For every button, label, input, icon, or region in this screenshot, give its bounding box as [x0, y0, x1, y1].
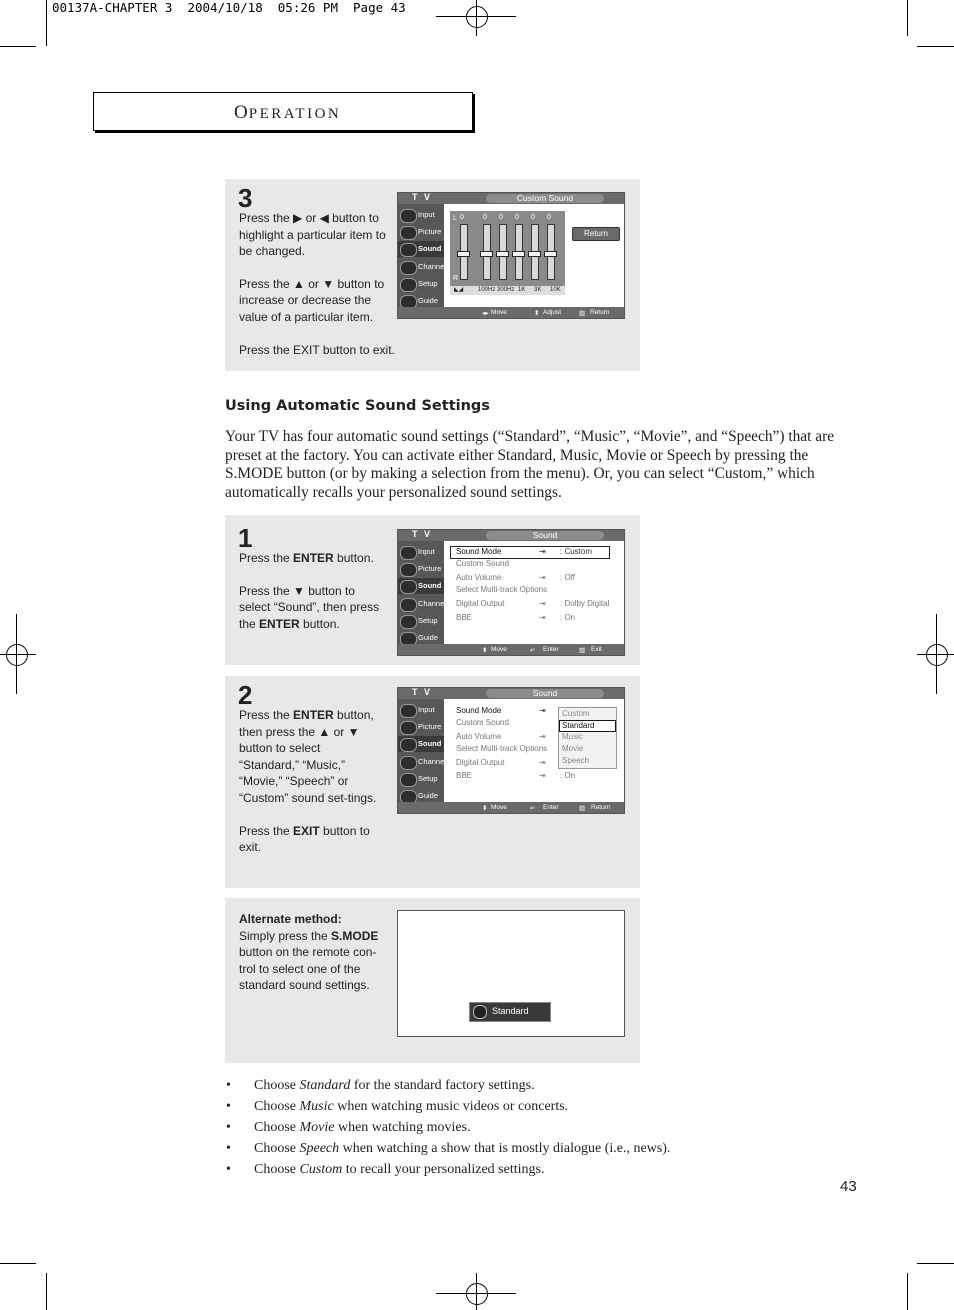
step-number: 2	[238, 680, 253, 710]
balance-icon: ◣◢	[454, 287, 464, 293]
sidebar-item-picture: Picture	[398, 719, 444, 735]
left-arrow-icon: ◀	[319, 211, 329, 225]
sidebar-item-sound: Sound	[398, 241, 444, 257]
channel-icon	[400, 598, 417, 612]
step1-instructions: Press the ENTER button. Press the ▼ button to select “Sound”, then press the ENTER button.	[239, 551, 380, 631]
equalizer: L R 0 0 0 0 0 0	[450, 211, 565, 295]
picture-icon	[400, 721, 417, 735]
menu-item-custom-sound[interactable]: Custom Sound	[456, 718, 509, 727]
move-icon: ◂▸	[482, 310, 489, 317]
up-arrow-icon: ▲	[318, 724, 331, 739]
menu-item-digital-output[interactable]: Digital Output	[456, 758, 505, 767]
eq-slider-knob[interactable]	[496, 251, 509, 257]
osd-sidebar	[398, 204, 444, 307]
registration-mark	[6, 644, 28, 666]
sidebar-item-guide: Guide	[398, 630, 444, 646]
setup-icon	[400, 773, 417, 787]
intro-paragraph: Your TV has four automatic sound settings (“Standard”, “Music”, “Movie”, and “Speech”) that are preset at the factory. You can activate either Standard, Music, Movie or Speech by pressing the S.MODE button (or by making a selection from the menu). Or, you can select “Custom,” which automatically recalls your personalized sound settings.	[225, 428, 835, 501]
down-arrow-icon: ▼	[293, 583, 305, 598]
menu-item-bbe[interactable]: BBE	[456, 613, 473, 622]
eq-freq-strip: ◣◢ 100Hz 300Hz 1K 3K 10K	[450, 286, 565, 295]
enter-icon: ⇥	[539, 732, 546, 741]
osd-custom-sound: T V Custom Sound Input Picture Sound Channel Setup Guide L R 0 0 0 0 0 0 ◣◢ 100Hz 300Hz 1K 3K 10K Return ◂▸ Move ⬍ Adjust ▥ Return	[397, 192, 625, 319]
menu-item-sound-mode[interactable]: Sound Mode	[456, 706, 502, 715]
eq-value-label: 0	[547, 214, 551, 221]
crop-mark	[476, 0, 477, 36]
enter-icon: ⇥	[539, 573, 546, 582]
menu-item-auto-volume[interactable]: Auto Volume	[456, 573, 502, 582]
eq-slider-knob[interactable]	[528, 251, 541, 257]
osd-sound-mode-dropdown: T V Sound Input Picture Sound Channel Setup Guide Sound Mode ⇥ Custom Sound Auto Volume ⇥ Select Multi-track Options Digital Output ⇥ BBE ⇥ : On Custom Standard Music Movie Speech ⬍ Move ↵ Enter ▥ Return	[397, 687, 625, 814]
sidebar-item-guide: Guide	[398, 293, 444, 309]
osd-sound-menu: T V Sound Input Picture Sound Channel Setup Guide Sound Mode ⇥ : Custom Custom Sound Auto Volume ⇥ : Off Select Multi-track Options Digital Output ⇥ : Dolby Digital BBE ⇥ : On ⬍ Move ↵ Enter ▥ Exit	[397, 529, 625, 656]
menu-icon: ▥	[579, 805, 586, 812]
crop-mark	[16, 614, 17, 694]
adjust-icon: ⬍	[534, 310, 540, 317]
eq-slider-knob[interactable]	[457, 251, 470, 257]
sidebar-item-input: Input	[398, 207, 444, 223]
setup-icon	[400, 615, 417, 629]
dropdown-option[interactable]: Music	[562, 732, 583, 741]
step2-panel	[225, 676, 640, 888]
picture-icon	[400, 563, 417, 577]
eq-value-label: 0	[531, 214, 535, 221]
enter-icon: ⇥	[539, 547, 546, 556]
bullet-icon: •	[226, 1099, 231, 1114]
sidebar-item-input: Input	[398, 544, 444, 560]
move-icon: ⬍	[482, 805, 488, 812]
step-number: 1	[238, 523, 253, 553]
sound-icon	[400, 580, 417, 594]
osd-title: Sound	[486, 689, 604, 698]
enter-icon: ⇥	[539, 613, 546, 622]
osd-footer: ◂▸ Move ⬍ Adjust ▥ Return	[398, 307, 624, 318]
sidebar-item-setup: Setup	[398, 771, 444, 787]
sidebar-item-channel: Channel	[398, 596, 444, 612]
section-title: OPERATION	[234, 102, 342, 123]
eq-value-label: 0	[499, 214, 503, 221]
channel-icon	[400, 261, 417, 275]
osd-title: Custom Sound	[486, 194, 604, 203]
crop-mark	[0, 1263, 36, 1264]
menu-item-multi-track[interactable]: Select Multi-track Options	[456, 744, 548, 753]
move-icon: ⬍	[482, 647, 488, 654]
menu-item-sound-mode[interactable]: Sound Mode	[456, 547, 502, 556]
osd-footer: ⬍ Move ↵ Enter ▥ Exit	[398, 644, 624, 655]
eq-value-label: 0	[515, 214, 519, 221]
osd-footer: ⬍ Move ↵ Enter ▥ Return	[398, 802, 624, 813]
sidebar-item-input: Input	[398, 702, 444, 718]
enter-icon: ⇥	[539, 758, 546, 767]
osd-sidebar	[398, 699, 444, 802]
registration-mark	[926, 644, 948, 666]
input-icon	[400, 209, 417, 223]
crop-mark	[0, 654, 36, 655]
sound-icon	[400, 738, 417, 752]
step-number: 3	[238, 183, 253, 213]
return-button[interactable]: Return	[572, 227, 620, 241]
menu-item-auto-volume[interactable]: Auto Volume	[456, 732, 502, 741]
channel-icon	[400, 756, 417, 770]
bullet-icon: •	[226, 1162, 231, 1177]
sidebar-item-picture: Picture	[398, 224, 444, 240]
down-arrow-icon: ▼	[322, 276, 335, 291]
sidebar-item-guide: Guide	[398, 788, 444, 804]
crop-mark	[476, 1273, 477, 1310]
sidebar-item-setup: Setup	[398, 276, 444, 292]
eq-slider-knob[interactable]	[544, 251, 557, 257]
enter-icon: ⇥	[539, 771, 546, 780]
menu-item-custom-sound[interactable]: Custom Sound	[456, 559, 509, 568]
menu-item-multi-track[interactable]: Select Multi-track Options	[456, 585, 548, 594]
crop-mark	[907, 0, 908, 36]
eq-slider-knob[interactable]	[512, 251, 525, 257]
sidebar-item-channel: Channel	[398, 259, 444, 275]
sound-mode-dropdown[interactable]	[558, 707, 617, 769]
input-icon	[400, 704, 417, 718]
down-arrow-icon: ▼	[347, 724, 360, 739]
sidebar-item-picture: Picture	[398, 561, 444, 577]
enter-icon: ⇥	[539, 706, 546, 715]
sound-icon	[473, 1005, 487, 1019]
registration-mark	[466, 6, 488, 28]
dropdown-option[interactable]: Movie	[562, 744, 584, 753]
registration-mark	[466, 1283, 488, 1305]
step3-panel	[225, 179, 640, 371]
menu-icon: ▥	[579, 310, 586, 317]
crop-mark	[46, 0, 47, 46]
alternate-panel	[225, 898, 640, 1063]
alternate-title: Alternate method:	[239, 912, 342, 926]
bullet-icon: •	[226, 1141, 231, 1156]
right-arrow-icon: ▶	[293, 211, 303, 225]
section-header	[93, 92, 473, 131]
sound-icon	[400, 243, 417, 257]
osd-smode-screen	[397, 910, 625, 1037]
bullet-icon: •	[226, 1078, 231, 1093]
eq-value-label: 0	[483, 214, 487, 221]
smode-banner: Standard	[469, 1002, 551, 1022]
alternate-instructions: Alternate method: Simply press the S.MODE button on the remote con-trol to select one of the standard sound settings.	[239, 912, 379, 993]
bullet-icon: •	[226, 1120, 231, 1135]
step2-instructions: Press the ENTER button, then press the ▲ or ▼ button to select “Standard,” “Music,” “Movie,” “Speech” or “Custom” sound set-tings. Press the EXIT button to exit.	[239, 708, 377, 855]
page-number: 43	[840, 1178, 857, 1195]
sidebar-item-channel: Channel	[398, 754, 444, 770]
input-icon	[400, 546, 417, 560]
crop-mark	[46, 1273, 47, 1310]
menu-item-digital-output[interactable]: Digital Output	[456, 599, 505, 608]
enter-icon: ↵	[530, 647, 536, 654]
sidebar-item-sound: Sound	[398, 736, 444, 752]
step1-panel	[225, 515, 640, 665]
eq-value-label: 0	[460, 214, 464, 221]
sidebar-item-sound: Sound	[398, 578, 444, 594]
crop-mark	[917, 46, 954, 47]
step3-instructions: Press the ▶ or ◀ button to highlight a particular item to be changed. Press the ▲ or ▼ button to increase or decrease the value of a particular item. Press the EXIT button to exit.	[239, 211, 395, 357]
crop-mark	[936, 614, 937, 694]
menu-item-bbe[interactable]: BBE	[456, 771, 473, 780]
up-arrow-icon: ▲	[293, 276, 305, 291]
print-header: 00137A-CHAPTER 3 2004/10/18 05:26 PM Page 43	[52, 0, 406, 15]
eq-slider-knob[interactable]	[480, 251, 493, 257]
osd-title: Sound	[486, 531, 604, 540]
enter-icon: ↵	[530, 805, 536, 812]
osd-sidebar	[398, 541, 444, 644]
menu-icon: ▥	[579, 647, 586, 654]
sidebar-item-setup: Setup	[398, 613, 444, 629]
section-heading: Using Automatic Sound Settings	[225, 398, 490, 414]
dropdown-option[interactable]: Custom	[562, 709, 590, 718]
enter-icon: ⇥	[539, 599, 546, 608]
setup-icon	[400, 278, 417, 292]
dropdown-option[interactable]: Speech	[562, 756, 590, 765]
picture-icon	[400, 226, 417, 240]
dropdown-option-selected[interactable]: Standard	[562, 721, 595, 730]
crop-mark	[907, 1273, 908, 1310]
crop-mark	[917, 1263, 954, 1264]
crop-mark	[0, 46, 36, 47]
